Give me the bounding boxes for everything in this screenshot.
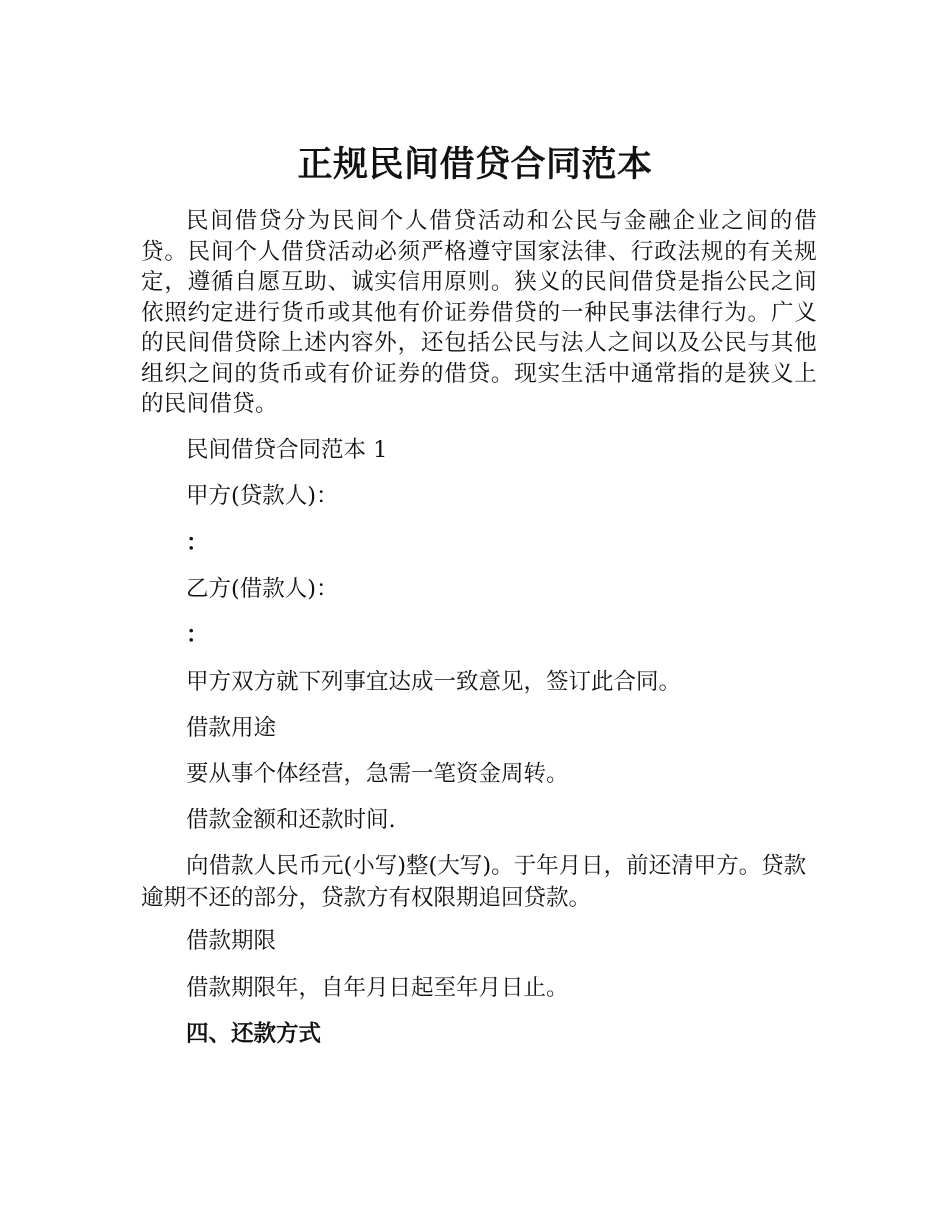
term-text: 借款期限年，自年月日起至年月日止。: [186, 975, 569, 1001]
party-b-label: 乙方(借款人)：: [186, 576, 339, 602]
party-b-blank: ：: [186, 622, 209, 648]
purpose-heading: 借款用途: [186, 715, 277, 741]
agreement-statement: 甲方双方就下列事宜达成一致意见，签订此合同。: [186, 669, 682, 695]
sample-heading: 民间借贷合同范本 1: [186, 437, 388, 463]
intro-paragraph: 民间借贷分为民间个人借贷活动和公民与金融企业之间的借贷。民间个人借贷活动必须严格遵守国家法律、行政法规的有关规定，遵循自愿互助、诚实信用原则。狭义的民间借贷是指公民之间依照约定进行货币或其他有价证券借贷的一种民事法律行为。广义的民间借贷除上述内容外，还包括公民与法人之间以及公民与其他组织之间的货币或有价证券的借贷。现实生活中通常指的是狭义上的民间借贷。: [141, 208, 817, 417]
amount-text: 向借款人民币元(小写)整(大写)。于年月日，前还清甲方。贷款逾期不还的部分，贷款方有权限期追回贷款。: [141, 853, 807, 911]
term-heading: 借款期限: [186, 928, 277, 954]
repayment-heading: 四、还款方式: [186, 1021, 322, 1047]
party-a-label: 甲方(贷款人)：: [186, 483, 339, 509]
amount-heading: 借款金额和还款时间.: [186, 807, 396, 833]
party-a-blank: ：: [186, 530, 209, 556]
purpose-text: 要从事个体经营，急需一笔资金周转。: [186, 761, 569, 787]
document-title: 正规民间借贷合同范本: [297, 145, 653, 186]
